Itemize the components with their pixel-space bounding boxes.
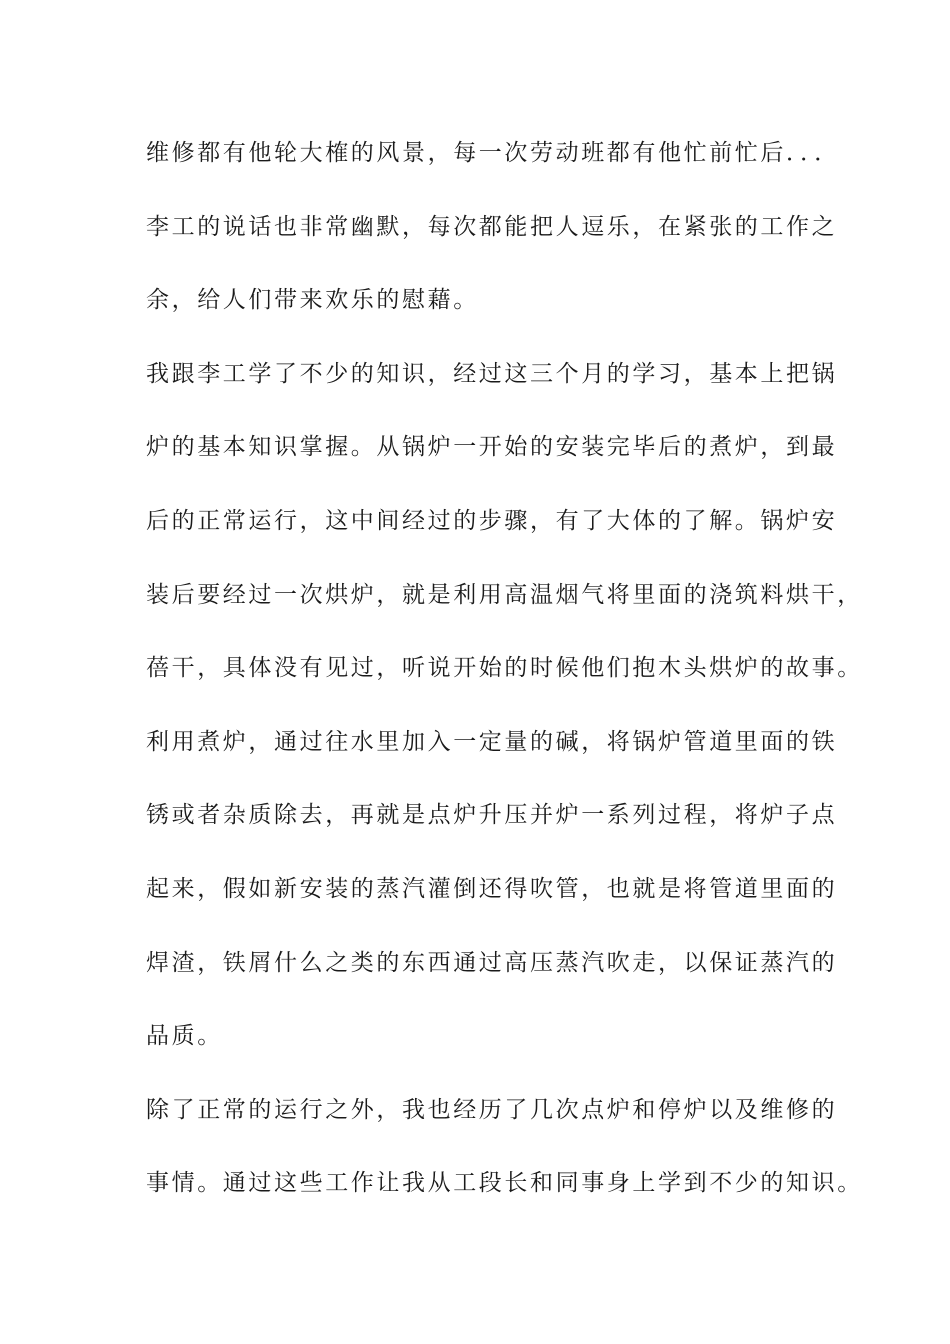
text-line: 焊渣，铁屑什么之类的东西通过高压蒸汽吹走，以保证蒸汽的 [146, 949, 838, 976]
text-line: 李工的说话也非常幽默，每次都能把人逗乐，在紧张的工作之 [146, 213, 838, 240]
text-line: 维修都有他轮大榷的风景，每一次劳动班都有他忙前忙后．．． [146, 140, 840, 166]
text-line: 品质。 [146, 1023, 223, 1050]
text-line: 我跟李工学了不少的知识，经过这三个月的学习，基本上把锅 [146, 360, 838, 387]
text-line: 余，给人们带来欢乐的慰藉。 [146, 287, 479, 314]
text-line: 锈或者杂质除去，再就是点炉升压并炉一系列过程，将炉子点 [146, 802, 838, 829]
text-line: 利用煮炉，通过往水里加入一定量的碱，将锅炉管道里面的铁 [146, 728, 838, 755]
text-line: 装后要经过一次烘炉，就是利用高温烟气将里面的浇筑料烘干， [146, 581, 863, 608]
text-line: 起来，假如新安装的蒸汽灌倒还得吹管，也就是将管道里面的 [146, 875, 838, 902]
text-line: 后的正常运行，这中间经过的步骤，有了大体的了解。锅炉安 [146, 507, 838, 534]
text-line: 蓓干，具体没有见过，听说开始的时候他们抱木头烘炉的故事。 [146, 655, 863, 682]
text-line: 炉的基本知识掌握。从锅炉一开始的安装完毕后的煮炉，到最 [146, 434, 838, 461]
text-line: 事情。通过这些工作让我从工段长和同事身上学到不少的知识。 [146, 1170, 863, 1197]
body-text [146, 127, 863, 1231]
text-line: 除了正常的运行之外，我也经历了几次点炉和停炉以及维修的 [146, 1096, 838, 1123]
